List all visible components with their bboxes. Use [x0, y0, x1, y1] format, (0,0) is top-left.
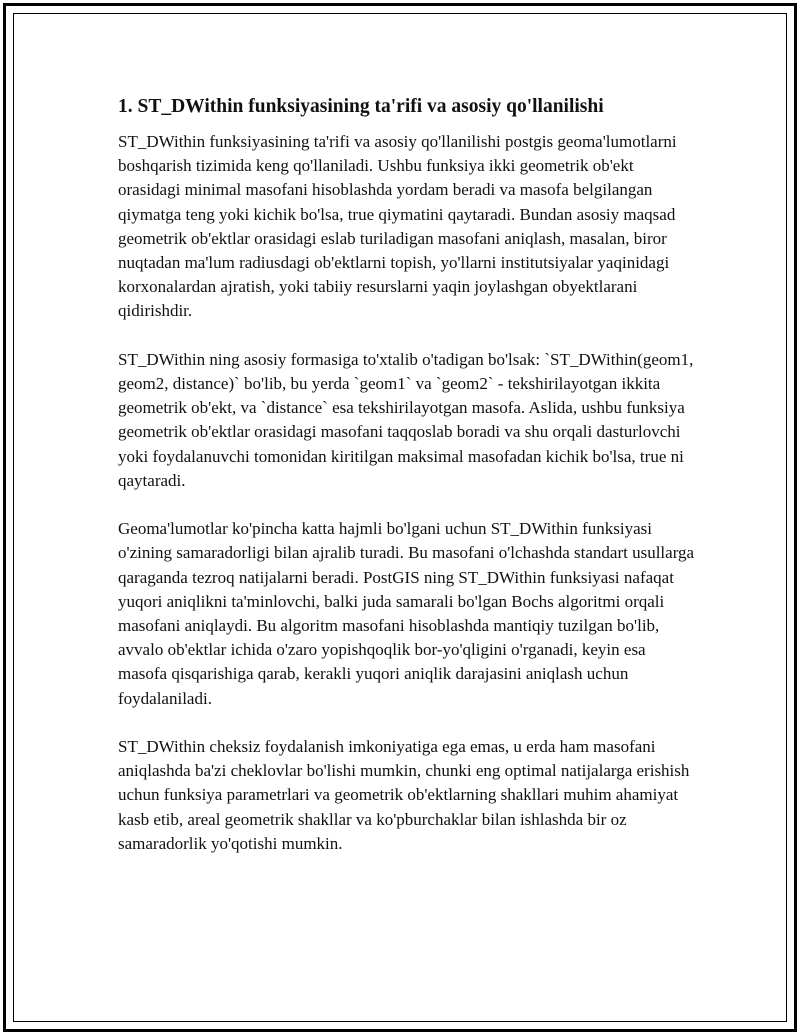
paragraph-2: ST_DWithin ning asosiy formasiga to'xtalib o'tadigan bo'lsak: `ST_DWithin(geom1, geom2, distance)` bo'lib, bu yerda `geom1` va `geom2` - tekshirilayotgan ikkita geometrik ob'ekt, va `distance` esa tekshirilayotgan masofa. Aslida, ushbu funksiya geometrik ob'ektlar orasidagi masofani taqqoslab boradi va shu orqali dasturlovchi yoki foydalanuvchi tomonidan kiritilgan maksimal masofadan kichik bo'lsa, true ni qaytaradi.	[118, 349, 694, 490]
paragraph-4: ST_DWithin cheksiz foydalanish imkoniyatiga ega emas, u erda ham masofani aniqlashda ba'zi cheklovlar bo'lishi mumkin, chunki eng optimal natijalarga erishish uchun funksiya parametrlari va geometrik ob'ektlarning shakllari muhim ahamiyat kasb etib, areal geometrik shakllar va ko'pburchaklar bilan ishlashda bir oz samaradorlik yo'qotishi mumkin.	[118, 737, 690, 853]
section-heading: 1. ST_DWithin funksiyasining ta'rifi va asosiy qo'llanilishi	[118, 96, 604, 117]
paragraph-1: ST_DWithin funksiyasining ta'rifi va asosiy qo'llanilishi postgis geoma'lumotlarni boshqarish tizimida keng qo'llaniladi. Ushbu funksiya ikki geometrik ob'ekt orasidagi minimal masofani hisoblashda yordam beradi va masofa belgilangan qiymatga teng yoki kichik bo'lsa, true qiymatini qaytaradi. Bundan asosiy maqsad geometrik ob'ektlar orasidagi eslab turiladigan masofani aniqlash, masalan, biror nuqtadan ma'lum radiusdagi ob'ektlarni topish, yo'llarni institutsiyalar yaqinidagi korxonalardan ajratish, yoki tabiiy resurslarni yaqin joylashgan obyektlarani qidirishdir.	[118, 132, 677, 321]
document-body	[118, 94, 698, 856]
paragraph-3: Geoma'lumotlar ko'pincha katta hajmli bo'lgani uchun ST_DWithin funksiyasi o'zining samaradorligi bilan ajralib turadi. Bu masofani o'lchashda standart usullarga qaraganda tezroq natijalarni beradi. PostGIS ning ST_DWithin funksiyasi nafaqat yuqori aniqlikni ta'minlovchi, balki juda samarali bo'lgan Bochs algoritmi orqali masofani aniqlaydi. Bu algoritm masofani hisoblashda mantiqiy tuzilgan bo'lib, avvalo ob'ektlar ichida o'zaro yopishqoqlik bor-yo'qligini o'rganadi, keyin esa masofa qisqarishiga qarab, kerakli yuqori aniqlik darajasini aniqlash uchun foydalaniladi.	[118, 519, 695, 708]
